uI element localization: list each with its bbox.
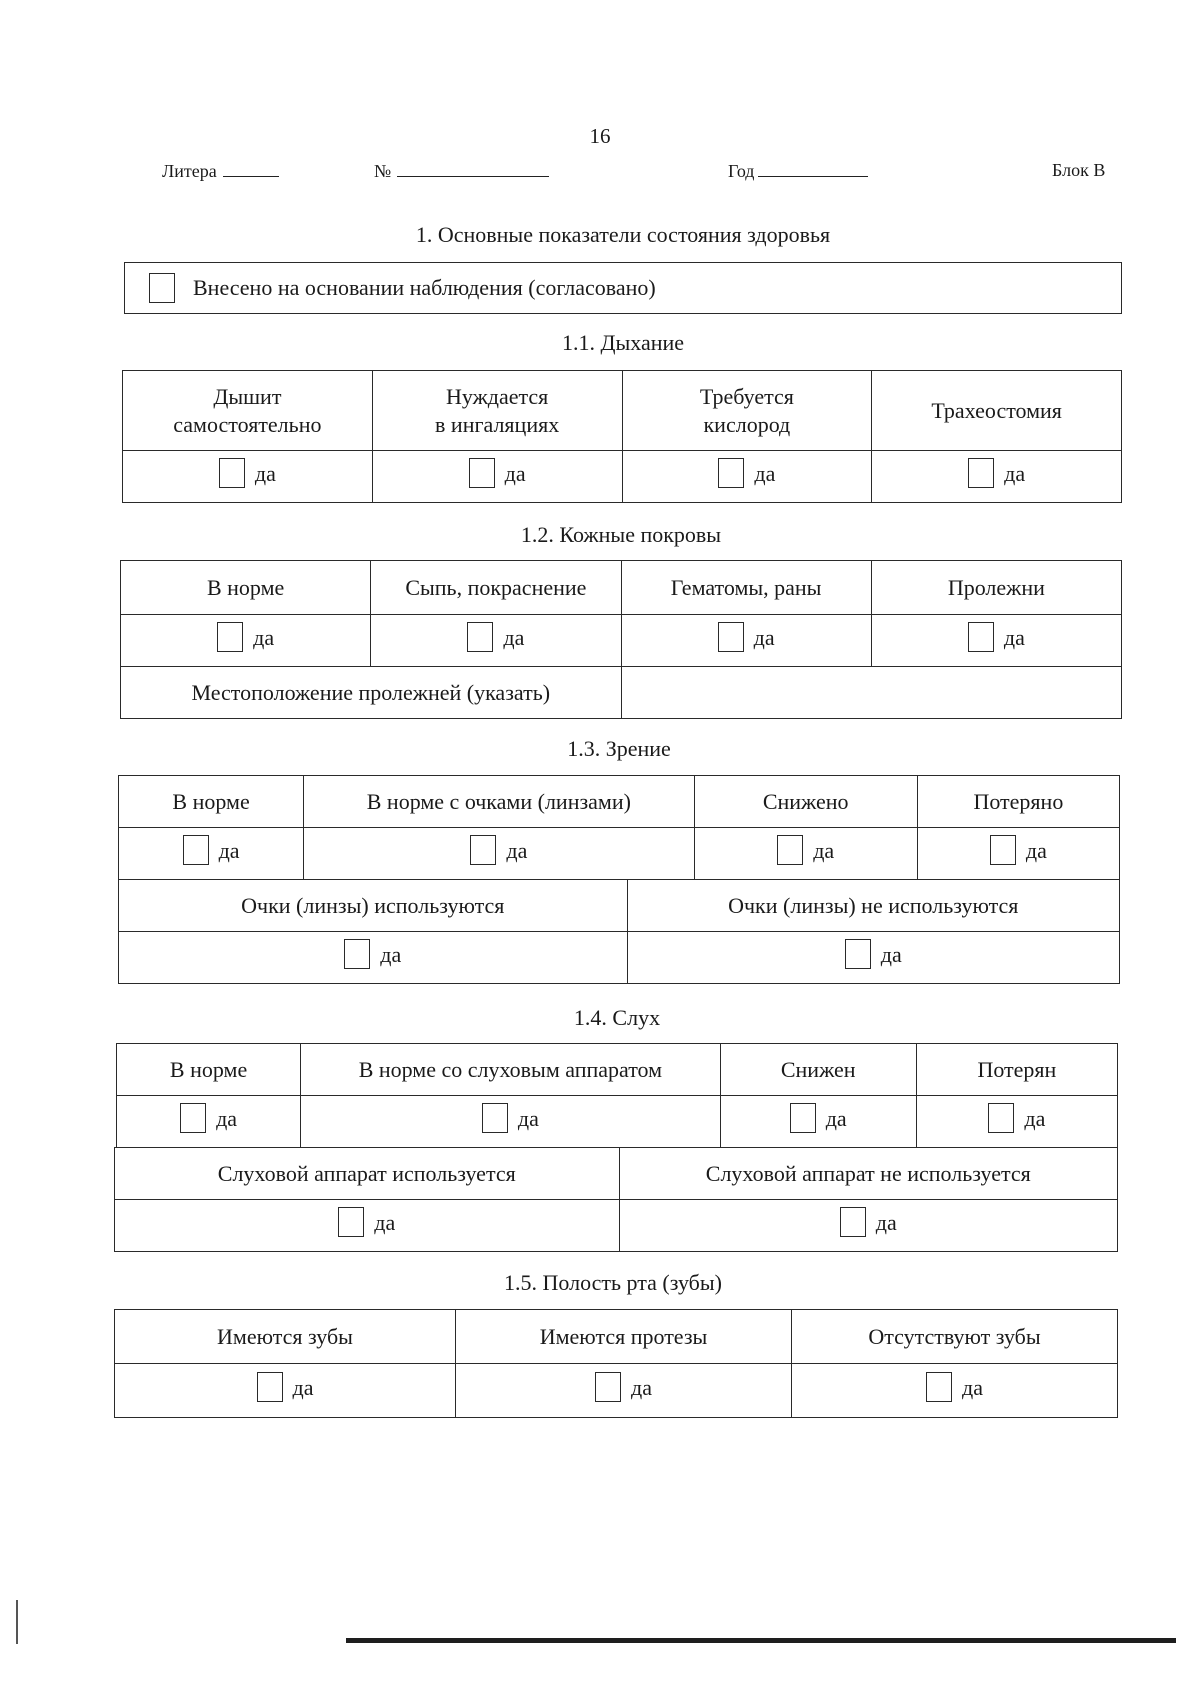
- yes-label: да: [504, 460, 526, 486]
- breathing-header-row: [123, 371, 1122, 451]
- number-input-line[interactable]: [397, 160, 549, 177]
- mouth-col-2: Имеются протезы: [456, 1310, 792, 1364]
- hearing-checkbox-3[interactable]: [790, 1103, 816, 1133]
- breathing-answer-row: [123, 451, 1122, 503]
- year-label: Год: [728, 161, 755, 181]
- breathing-col-1: [123, 371, 373, 451]
- hearing-aid-not-used-label: Слуховой аппарат не используется: [619, 1148, 1118, 1200]
- hearing-checkbox-4[interactable]: [988, 1103, 1014, 1133]
- mouth-checkbox-1[interactable]: [257, 1372, 283, 1402]
- breathing-col-2-line-2: в ингаляциях: [435, 411, 560, 437]
- skin-checkbox-3[interactable]: [718, 622, 744, 652]
- breathing-col-3-line-2: кислород: [703, 411, 791, 437]
- hearing-checkbox-2[interactable]: [482, 1103, 508, 1133]
- page-number: 16: [589, 124, 611, 148]
- vision-col-4: Потеряно: [917, 776, 1119, 828]
- breathing-col-4: [872, 371, 1122, 451]
- glasses-not-used-label: Очки (линзы) не используются: [627, 880, 1120, 932]
- breathing-answer-3: [622, 451, 872, 503]
- skin-col-2: Сыпь, покраснение: [371, 561, 621, 615]
- yes-label: да: [754, 460, 776, 486]
- scan-mark: [16, 1600, 18, 1644]
- vision-header-row: [119, 776, 1120, 828]
- mouth-title: 1.5. Полость рта (зубы): [504, 1270, 722, 1295]
- glasses-used-answer: [119, 932, 628, 984]
- vision-col-3: Снижено: [694, 776, 917, 828]
- yes-label: да: [292, 1374, 314, 1400]
- breathing-col-3: [622, 371, 872, 451]
- yes-label: да: [254, 460, 276, 486]
- skin-answer-3: [621, 615, 871, 667]
- yes-label: да: [503, 624, 525, 650]
- mouth-table: [114, 1309, 1118, 1418]
- glasses-used-checkbox[interactable]: [344, 939, 370, 969]
- hearing-col-3: Снижен: [720, 1044, 916, 1096]
- skin-answer-4: [871, 615, 1121, 667]
- mouth-checkbox-2[interactable]: [595, 1372, 621, 1402]
- vision-answer-4: [917, 828, 1119, 880]
- yes-label: да: [631, 1374, 652, 1400]
- breathing-title: 1.1. Дыхание: [561, 330, 685, 355]
- yes-label: да: [253, 624, 275, 650]
- yes-label: да: [1025, 837, 1047, 863]
- mouth-answer-1: [115, 1364, 456, 1418]
- hearing-answer-4: [916, 1096, 1117, 1148]
- yes-label: да: [875, 1209, 897, 1235]
- vision-answer-1: [119, 828, 304, 880]
- hearing-header-row: [117, 1044, 1118, 1096]
- section-title: 1. Основные показатели состояния здоровья: [415, 222, 831, 247]
- litera-label: Литера: [162, 161, 217, 181]
- hearing-aid-used-label: Слуховой аппарат используется: [115, 1148, 620, 1200]
- skin-col-4: Пролежни: [871, 561, 1121, 615]
- skin-col-1: В норме: [121, 561, 371, 615]
- skin-answer-1: [121, 615, 371, 667]
- hearing-aid-used-answer: [115, 1200, 620, 1252]
- skin-checkbox-4[interactable]: [968, 622, 994, 652]
- pressure-sore-location-label: Местоположение пролежней (указать): [121, 667, 622, 719]
- hearing-answer-2: [301, 1096, 720, 1148]
- breathing-col-1-line-2: самостоятельно: [173, 411, 322, 437]
- breathing-checkbox-2[interactable]: [469, 458, 495, 488]
- vision-aid-header-row: [119, 880, 1120, 932]
- vision-checkbox-2[interactable]: [470, 835, 496, 865]
- mouth-col-3: Отсутствуют зубы: [792, 1310, 1118, 1364]
- hearing-aid-used-checkbox[interactable]: [338, 1207, 364, 1237]
- mouth-header-row: [115, 1310, 1118, 1364]
- yes-label: да: [506, 837, 528, 863]
- hearing-aid-header-row: [115, 1148, 1118, 1200]
- skin-checkbox-2[interactable]: [467, 622, 493, 652]
- number-field: [374, 160, 549, 182]
- yes-label: да: [753, 624, 775, 650]
- breathing-answer-4: [872, 451, 1122, 503]
- breathing-table: [122, 370, 1122, 503]
- vision-title: 1.3. Зрение: [567, 736, 671, 761]
- hearing-col-1: В норме: [117, 1044, 301, 1096]
- vision-checkbox-3[interactable]: [777, 835, 803, 865]
- hearing-answer-row: [117, 1096, 1118, 1148]
- yes-label: да: [1004, 460, 1026, 486]
- breathing-col-2-line-1: Нуждается: [445, 384, 549, 409]
- mouth-answer-row: [115, 1364, 1118, 1418]
- observed-label: Внесено на основании наблюдения (согласовано): [193, 275, 656, 300]
- mouth-answer-3: [792, 1364, 1118, 1418]
- breathing-col-1-line-1: Дышит: [213, 384, 282, 409]
- year-input-line[interactable]: [758, 160, 868, 177]
- skin-table: [120, 560, 1122, 719]
- glasses-used-label: Очки (линзы) используются: [119, 880, 628, 932]
- hearing-checkbox-1[interactable]: [180, 1103, 206, 1133]
- mouth-answer-2: [456, 1364, 792, 1418]
- yes-label: да: [825, 1105, 847, 1131]
- breathing-col-4-label: Трахеостомия: [931, 397, 1062, 423]
- glasses-not-used-answer: [627, 932, 1120, 984]
- skin-header-row: [121, 561, 1122, 615]
- breathing-answer-2: [372, 451, 622, 503]
- hearing-table: [116, 1043, 1118, 1148]
- yes-label: да: [1024, 1105, 1046, 1131]
- number-label: №: [374, 161, 392, 181]
- litera-input-line[interactable]: [223, 160, 279, 177]
- yes-label: да: [1003, 624, 1025, 650]
- vision-table: [118, 775, 1120, 880]
- yes-label: да: [216, 1105, 238, 1131]
- yes-label: да: [880, 941, 902, 967]
- yes-label: да: [813, 837, 835, 863]
- hearing-aid-answer-row: [115, 1200, 1118, 1252]
- skin-location-row: [121, 667, 1122, 719]
- vision-aid-answer-row: [119, 932, 1120, 984]
- hearing-aid-not-used-answer: [619, 1200, 1118, 1252]
- hearing-aid-not-used-checkbox[interactable]: [840, 1207, 866, 1237]
- vision-answer-2: [304, 828, 694, 880]
- vision-answer-3: [694, 828, 917, 880]
- block-label: Блок В: [1052, 160, 1106, 180]
- vision-col-1: В норме: [119, 776, 304, 828]
- hearing-col-4: Потерян: [916, 1044, 1117, 1096]
- breathing-checkbox-1[interactable]: [219, 458, 245, 488]
- skin-answer-row: [121, 615, 1122, 667]
- breathing-col-2: [372, 371, 622, 451]
- yes-label: да: [517, 1105, 539, 1131]
- breathing-checkbox-4[interactable]: [968, 458, 994, 488]
- hearing-answer-3: [720, 1096, 916, 1148]
- mouth-checkbox-3[interactable]: [926, 1372, 952, 1402]
- breathing-checkbox-3[interactable]: [718, 458, 744, 488]
- pressure-sore-location-input[interactable]: [621, 667, 1122, 719]
- hearing-title: 1.4. Слух: [573, 1005, 661, 1030]
- vision-aid-table: [118, 879, 1120, 984]
- hearing-col-2: В норме со слуховым аппаратом: [301, 1044, 720, 1096]
- yes-label: да: [962, 1374, 983, 1400]
- yes-label: да: [374, 1209, 396, 1235]
- hearing-aid-table: [114, 1147, 1118, 1252]
- litera-field: [162, 160, 279, 182]
- mouth-col-1: Имеются зубы: [115, 1310, 456, 1364]
- bottom-rule: [346, 1638, 1176, 1643]
- vision-answer-row: [119, 828, 1120, 880]
- breathing-answer-1: [123, 451, 373, 503]
- skin-title: 1.2. Кожные покровы: [520, 522, 722, 547]
- skin-answer-2: [371, 615, 621, 667]
- observed-box: [124, 262, 1122, 314]
- skin-checkbox-1[interactable]: [217, 622, 243, 652]
- glasses-not-used-checkbox[interactable]: [845, 939, 871, 969]
- breathing-col-3-line-1: Требуется: [699, 384, 794, 409]
- vision-checkbox-4[interactable]: [990, 835, 1016, 865]
- vision-col-2: В норме с очками (линзами): [304, 776, 694, 828]
- observed-checkbox[interactable]: [149, 273, 175, 303]
- hearing-answer-1: [117, 1096, 301, 1148]
- vision-checkbox-1[interactable]: [183, 835, 209, 865]
- yes-label: да: [218, 837, 240, 863]
- yes-label: да: [380, 941, 402, 967]
- skin-col-3: Гематомы, раны: [621, 561, 871, 615]
- year-field: [728, 160, 868, 182]
